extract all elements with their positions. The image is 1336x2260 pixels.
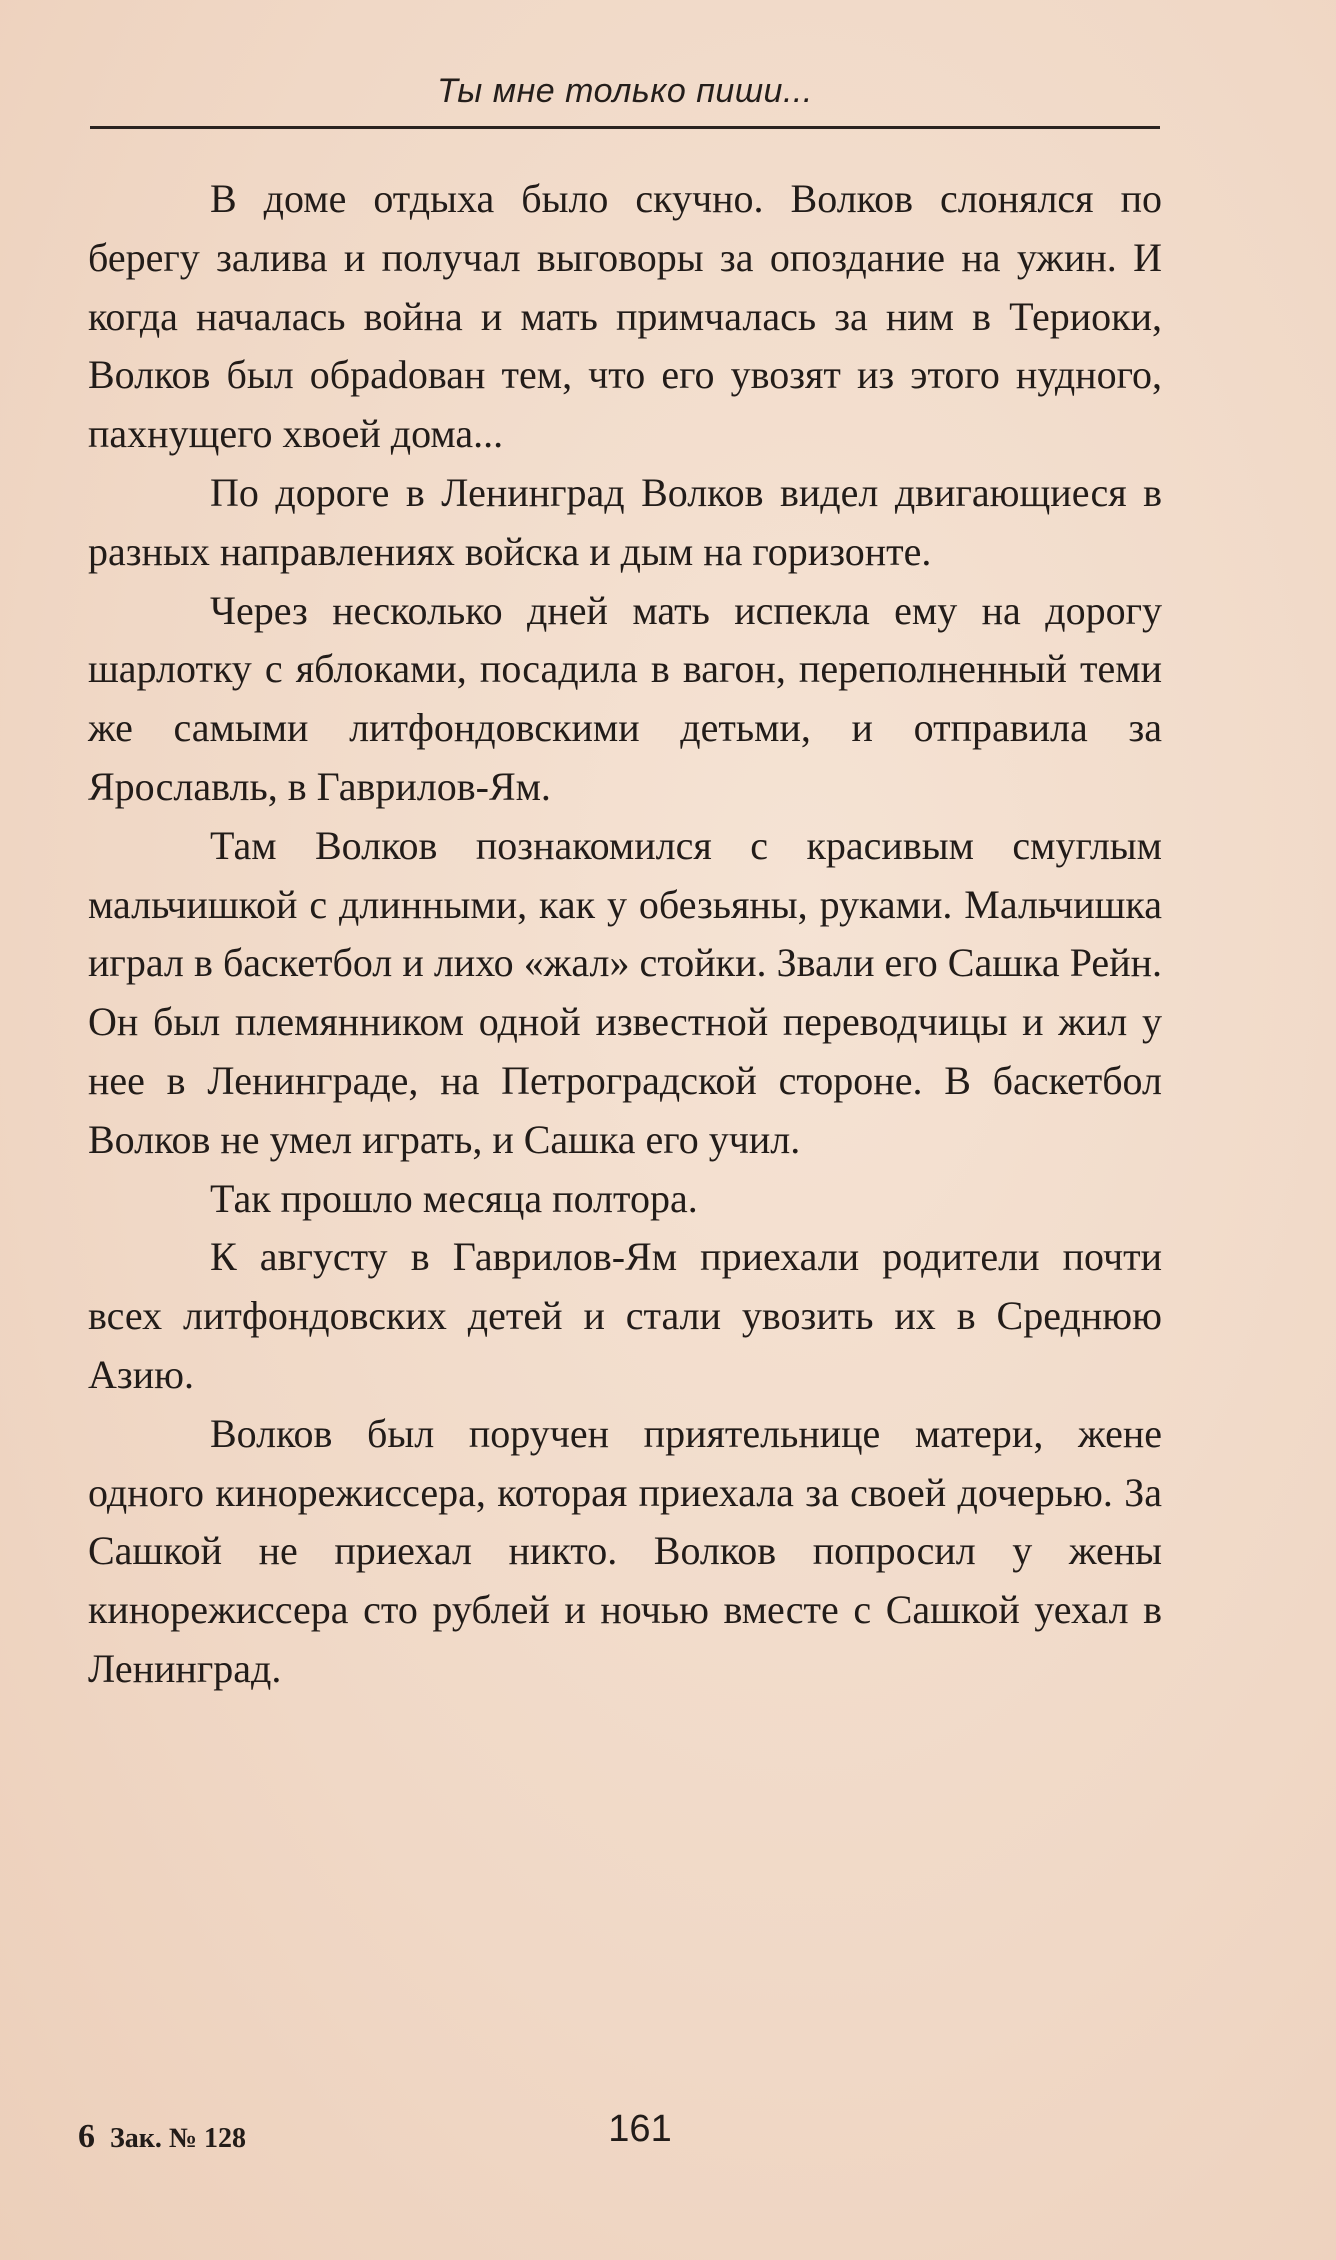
paragraph: Там Волков познакомился с красивым смуглым мальчишкой с длинными, как у обезьяны, руками. Мальчишка играл в баскетбол и лихо «жал» стойки. Звали его Сашка Рейн. Он был племянником одной известной переводчицы и жил у нее в Ленинграде, на Петроградской стороне. В баскетбол Волков не умел играть, и Сашка его учил. — [88, 822, 1162, 1162]
paragraph: К августу в Гаврилов-Ям приехали родители почти всех литфондовских детей и стали увозить их в Среднюю Азию. — [88, 1234, 1162, 1397]
running-head: Ты мне только пиши... — [437, 72, 813, 110]
paragraph: Так прошло месяца полтора. — [210, 1175, 698, 1221]
paragraph: Через несколько дней мать испекла ему на дорогу шарлотку с яблоками, посадила в вагон, переполненный теми же самыми литфондовскими детьми, и отправила за Ярославль, в Гаврилов-Ям. — [88, 587, 1162, 809]
signature-number: 6 — [78, 2118, 95, 2155]
body-text — [88, 170, 1162, 1699]
header-rule — [90, 126, 1160, 129]
paragraph: В доме отдыха было скучно. Волков слонялся по берегу залива и получал выговоры за опоздание на ужин. И когда началась война и мать примчалась за ним в Териоки, Волков был обраdован тем, что его увозят из этого нудного, пахнущего хвоей дома... — [88, 176, 1162, 457]
printer-signature — [78, 2118, 246, 2156]
paragraph: Волков был поручен приятельнице матери, жене одного кинорежиссера, которая приехала за своей дочерью. За Сашкой не приехал никто. Волков попросил у жены кинорежиссера сто рублей и ночью вместе с Сашкой уехал в Ленинград. — [88, 1410, 1162, 1691]
page-number: 161 — [608, 2108, 672, 2150]
order-number: Зак. № 128 — [110, 2123, 247, 2154]
paragraph: По дороге в Ленинград Волков видел двигающиеся в разных направлениях войска и дым на горизонте. — [88, 469, 1162, 574]
